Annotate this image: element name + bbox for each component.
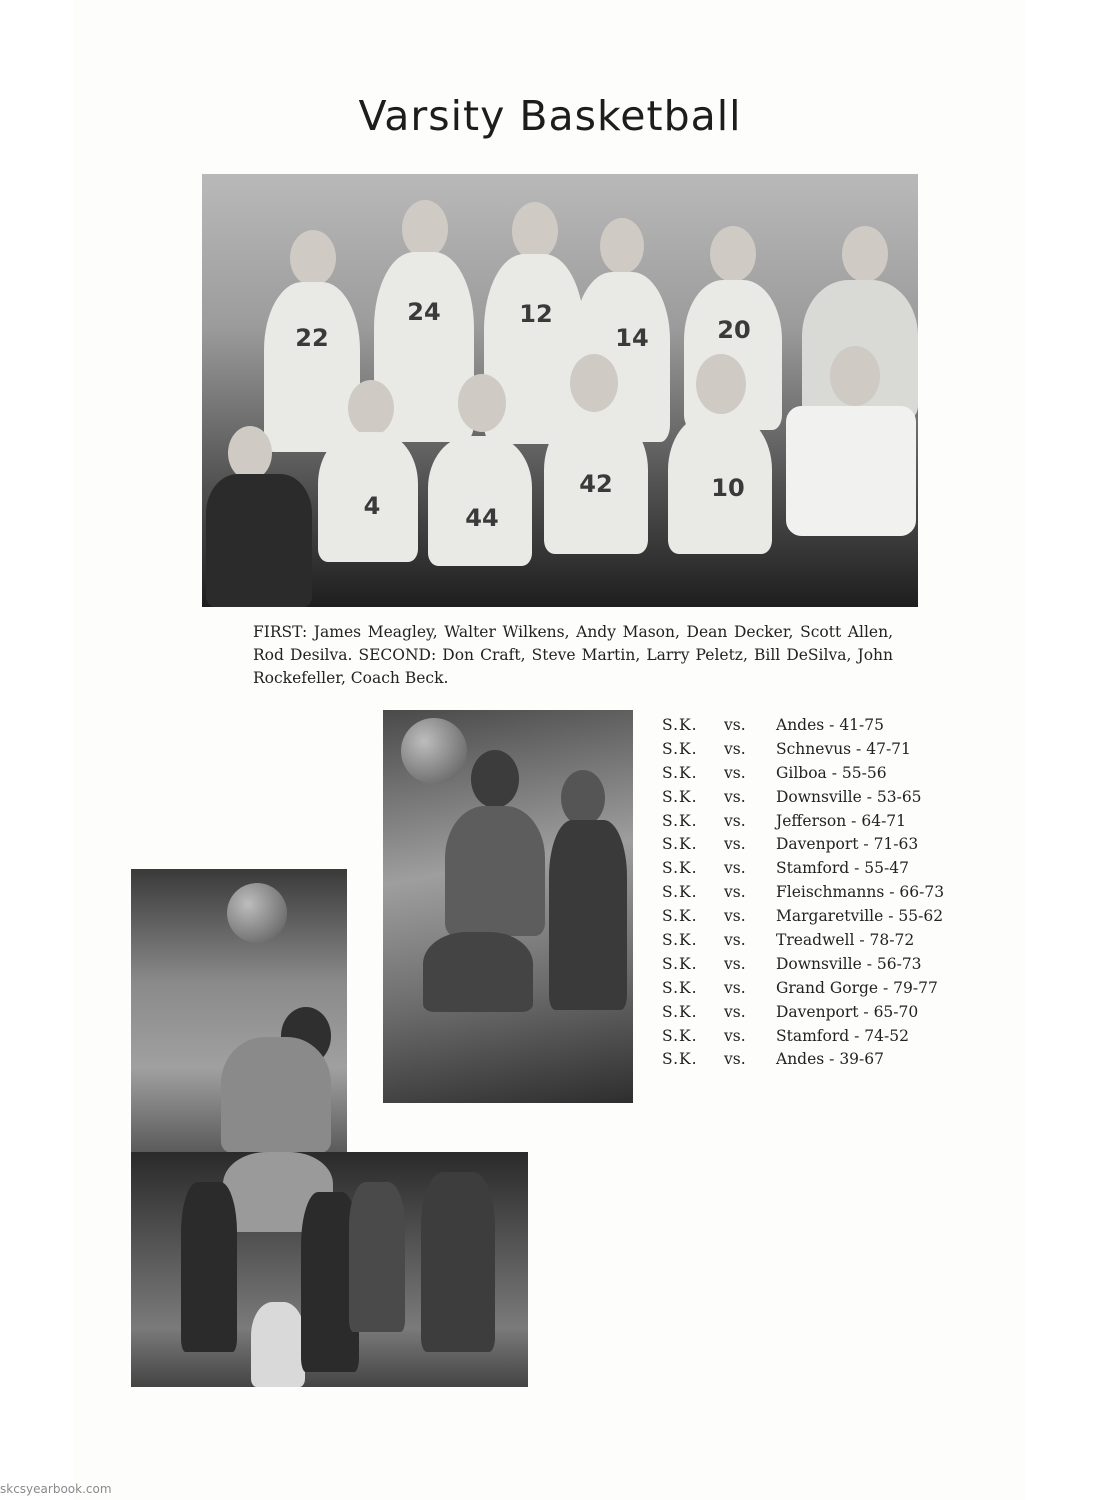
jersey-number: 24 bbox=[407, 298, 441, 326]
jersey-number: 22 bbox=[295, 324, 329, 352]
manager-head bbox=[228, 426, 272, 480]
player-head bbox=[290, 230, 336, 286]
versus: vs. bbox=[724, 763, 746, 782]
versus: vs. bbox=[724, 1050, 746, 1069]
player-shorts bbox=[423, 932, 533, 1012]
jersey-number: 14 bbox=[615, 324, 649, 352]
player-head bbox=[600, 218, 644, 274]
home-team: S.K. bbox=[662, 931, 698, 950]
player-figure bbox=[264, 282, 360, 452]
versus: vs. bbox=[724, 787, 746, 806]
home-team: S.K. bbox=[662, 1002, 698, 1021]
versus: vs. bbox=[724, 883, 746, 902]
versus: vs. bbox=[724, 811, 746, 830]
game-result: Davenport - 71-63 bbox=[776, 835, 919, 854]
versus: vs. bbox=[724, 835, 746, 854]
jersey-number: 20 bbox=[717, 316, 751, 344]
home-team: S.K. bbox=[662, 716, 698, 734]
team-caption: FIRST: James Meagley, Walter Wilkens, Andy Mason, Dean Decker, Scott Allen, Rod Desilva. SECOND: Don Craft, Steve Martin, Larry Peletz, Bill DeSilva, John Rockefeller, Coach Beck. bbox=[253, 623, 893, 687]
page-title: Varsity Basketball bbox=[358, 92, 742, 140]
versus: vs. bbox=[724, 1002, 746, 1021]
home-team: S.K. bbox=[662, 1026, 698, 1045]
game-result: Downsville - 53-65 bbox=[776, 787, 922, 806]
home-team: S.K. bbox=[662, 954, 698, 973]
action-photo-shot bbox=[383, 710, 633, 1103]
jersey-number: 10 bbox=[711, 474, 745, 502]
schedule-row bbox=[662, 1027, 982, 1051]
game-result: Jefferson - 64-71 bbox=[776, 811, 907, 830]
game-result: Margaretville - 55-62 bbox=[776, 907, 944, 926]
site-watermark: skcsyearbook.com bbox=[0, 1482, 112, 1496]
jersey-number: 44 bbox=[465, 504, 499, 532]
game-result: Gilboa - 55-56 bbox=[776, 763, 887, 782]
home-team: S.K. bbox=[662, 859, 698, 878]
versus: vs. bbox=[724, 739, 746, 758]
opponent-figure bbox=[549, 820, 627, 1010]
game-result: Davenport - 65-70 bbox=[776, 1002, 919, 1021]
versus: vs. bbox=[724, 716, 746, 734]
game-result: Schnevus - 47-71 bbox=[776, 739, 911, 758]
game-result: Stamford - 55-47 bbox=[776, 859, 909, 878]
player-head bbox=[458, 374, 506, 432]
versus: vs. bbox=[724, 978, 746, 997]
schedule-row bbox=[662, 931, 982, 955]
player-figure bbox=[421, 1172, 495, 1352]
player-head bbox=[710, 226, 756, 282]
coach-head bbox=[842, 226, 888, 282]
schedule-row bbox=[662, 883, 982, 907]
basketball bbox=[401, 718, 467, 784]
schedule-row bbox=[662, 907, 982, 931]
schedule-row bbox=[662, 764, 982, 788]
player-leg bbox=[251, 1302, 305, 1387]
jersey-number: 42 bbox=[579, 470, 613, 498]
player-figure bbox=[221, 1037, 331, 1153]
action-photo-free-throw bbox=[131, 869, 347, 1153]
home-team: S.K. bbox=[662, 978, 698, 997]
game-schedule bbox=[662, 716, 982, 1074]
action-photo-crowd bbox=[131, 1152, 528, 1387]
game-result: Treadwell - 78-72 bbox=[776, 931, 915, 950]
opponent-head bbox=[561, 770, 605, 826]
player-figure bbox=[428, 436, 532, 566]
home-team: S.K. bbox=[662, 883, 698, 902]
schedule-row bbox=[662, 1050, 982, 1074]
schedule-row bbox=[662, 740, 982, 764]
home-team: S.K. bbox=[662, 787, 698, 806]
player-figure bbox=[445, 806, 545, 936]
versus: vs. bbox=[724, 1026, 746, 1045]
player-head bbox=[830, 346, 880, 406]
schedule-row bbox=[662, 812, 982, 836]
schedule-row bbox=[662, 1003, 982, 1027]
versus: vs. bbox=[724, 954, 746, 973]
schedule-row bbox=[662, 788, 982, 812]
manager-figure bbox=[206, 474, 312, 607]
spectator-figure bbox=[181, 1182, 237, 1352]
schedule-row bbox=[662, 716, 982, 740]
game-result: Andes - 41-75 bbox=[776, 716, 885, 734]
jersey-number: 12 bbox=[519, 300, 553, 328]
player-head bbox=[402, 200, 448, 258]
home-team: S.K. bbox=[662, 763, 698, 782]
game-result: Andes - 39-67 bbox=[776, 1050, 885, 1069]
game-result: Stamford - 74-52 bbox=[776, 1026, 909, 1045]
player-head bbox=[348, 380, 394, 436]
home-team: S.K. bbox=[662, 811, 698, 830]
versus: vs. bbox=[724, 931, 746, 950]
schedule-row bbox=[662, 835, 982, 859]
schedule-row bbox=[662, 955, 982, 979]
schedule-row bbox=[662, 859, 982, 883]
home-team: S.K. bbox=[662, 835, 698, 854]
player-head bbox=[471, 750, 519, 808]
player-figure bbox=[349, 1182, 405, 1332]
basketball bbox=[227, 883, 287, 943]
game-result: Grand Gorge - 79-77 bbox=[776, 978, 938, 997]
home-team: S.K. bbox=[662, 739, 698, 758]
schedule-row bbox=[662, 979, 982, 1003]
player-head bbox=[570, 354, 618, 412]
player-figure bbox=[786, 406, 916, 536]
jersey-number: 4 bbox=[363, 492, 381, 520]
versus: vs. bbox=[724, 859, 746, 878]
player-head bbox=[512, 202, 558, 260]
game-result: Downsville - 56-73 bbox=[776, 954, 922, 973]
home-team: S.K. bbox=[662, 907, 698, 926]
home-team: S.K. bbox=[662, 1050, 698, 1069]
versus: vs. bbox=[724, 907, 746, 926]
game-result: Fleischmanns - 66-73 bbox=[776, 883, 945, 902]
team-photo bbox=[202, 174, 918, 607]
player-head bbox=[696, 354, 746, 414]
